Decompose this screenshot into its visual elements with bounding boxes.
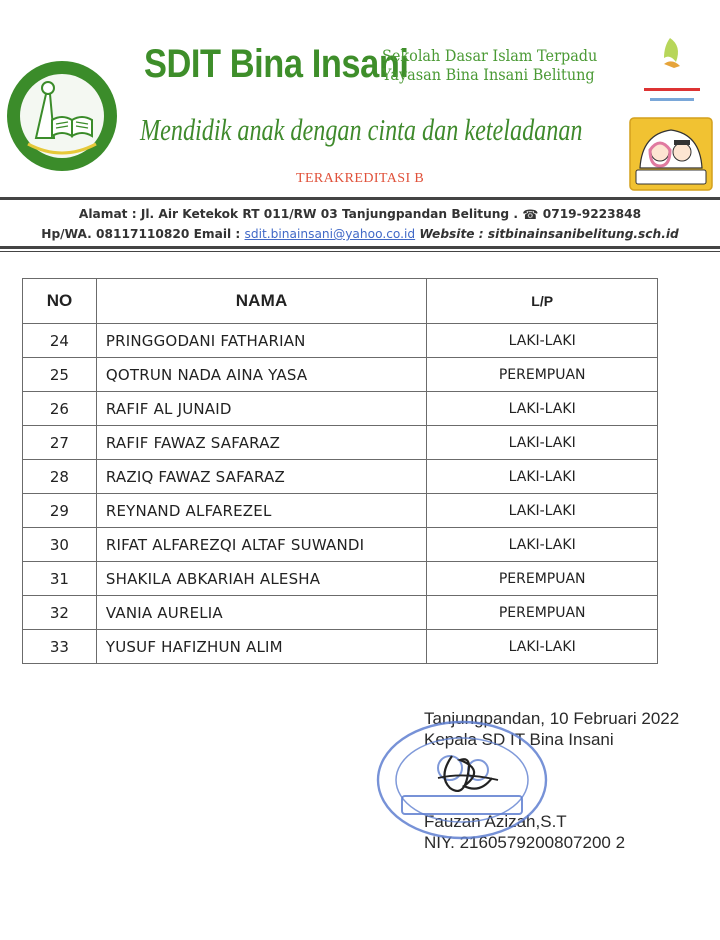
cell-no: 26 [23,392,97,426]
student-table [22,278,658,664]
accreditation-label: TERAKREDITASI B [296,171,425,186]
table-row [23,562,658,596]
header-no: NO [23,279,97,324]
subtitle-line-2: Yayasan Bina Insani Belitung [382,66,595,84]
table-row [23,358,658,392]
cell-name: RAFIF FAWAZ SAFARAZ [96,426,426,460]
cell-sex: LAKI-LAKI [427,460,658,494]
table-row [23,528,658,562]
school-emblem-icon [6,60,118,172]
cell-name: RIFAT ALFAREZQI ALTAF SUWANDI [96,528,426,562]
table-row [23,494,658,528]
address-block [0,205,720,243]
signer-role: Kepala SD IT Bina Insani [424,730,614,749]
signer-name: Fauzan Azizah,S.T [424,812,567,831]
jsit-indonesia-logo-icon [630,36,714,110]
cell-name: SHAKILA ABKARIAH ALESHA [96,562,426,596]
cell-name: PRINGGODANI FATHARIAN [96,324,426,358]
cell-no: 24 [23,324,97,358]
cell-name: REYNAND ALFAREZEL [96,494,426,528]
contact-line [0,225,720,243]
address-line [0,205,720,225]
table-row [23,324,658,358]
cell-no: 32 [23,596,97,630]
school-subtitle [382,47,597,85]
cell-name: YUSUF HAFIZHUN ALIM [96,630,426,664]
school-motto: Mendidik anak dengan cinta dan keteladanan [140,112,583,147]
cell-sex: LAKI-LAKI [427,426,658,460]
school-name: SDIT Bina Insani [144,42,409,86]
address-text: Alamat : Jl. Air Ketekok RT 011/RW 03 Tanjungpandan Belitung . [78,207,519,221]
cell-name: VANIA AURELIA [96,596,426,630]
cell-sex: LAKI-LAKI [427,392,658,426]
table-row [23,596,658,630]
cell-no: 28 [23,460,97,494]
website-text: Website : sitbinainsanibelitung.sch.id [419,227,679,241]
school-stamp-icon [368,716,556,840]
table-row [23,426,658,460]
signer-niy: NIY. 2160579200807200 2 [424,833,626,852]
cell-sex: LAKI-LAKI [427,324,658,358]
header-name: NAMA [96,279,426,324]
cell-sex: PEREMPUAN [427,358,658,392]
cell-sex: LAKI-LAKI [427,494,658,528]
contact-prefix: Hp/WA. 08117110820 Email : [41,227,241,241]
handwritten-signature-icon [438,756,498,791]
phone-number: 0719-9223848 [542,207,642,221]
cell-name: RAZIQ FAWAZ SAFARAZ [96,460,426,494]
cell-name: RAFIF AL JUNAID [96,392,426,426]
cell-no: 30 [23,528,97,562]
cell-no: 25 [23,358,97,392]
cell-sex: LAKI-LAKI [427,630,658,664]
place-date: Tanjungpandan, 10 Februari 2022 [424,709,680,728]
table-header-row [23,279,658,324]
cell-name: QOTRUN NADA AINA YASA [96,358,426,392]
subtitle-line-1: Sekolah Dasar Islam Terpadu [382,47,598,65]
cell-no: 31 [23,562,97,596]
header-rule-bottom-thin [0,251,720,252]
cell-no: 33 [23,630,97,664]
table-row [23,460,658,494]
cell-no: 29 [23,494,97,528]
telephone-icon: ☎ [522,208,539,223]
table-row [23,392,658,426]
table-body [23,324,658,664]
cell-no: 27 [23,426,97,460]
sdit-bina-insani-brand-icon [628,116,714,192]
cell-sex: PEREMPUAN [427,562,658,596]
cell-sex: PEREMPUAN [427,596,658,630]
header-sex: L/P [427,279,658,324]
header-rule-top [0,197,720,200]
table-row [23,630,658,664]
email-link[interactable]: sdit.binainsani@yahoo.co.id [244,227,416,241]
header-rule-bottom [0,246,720,249]
cell-sex: LAKI-LAKI [427,528,658,562]
